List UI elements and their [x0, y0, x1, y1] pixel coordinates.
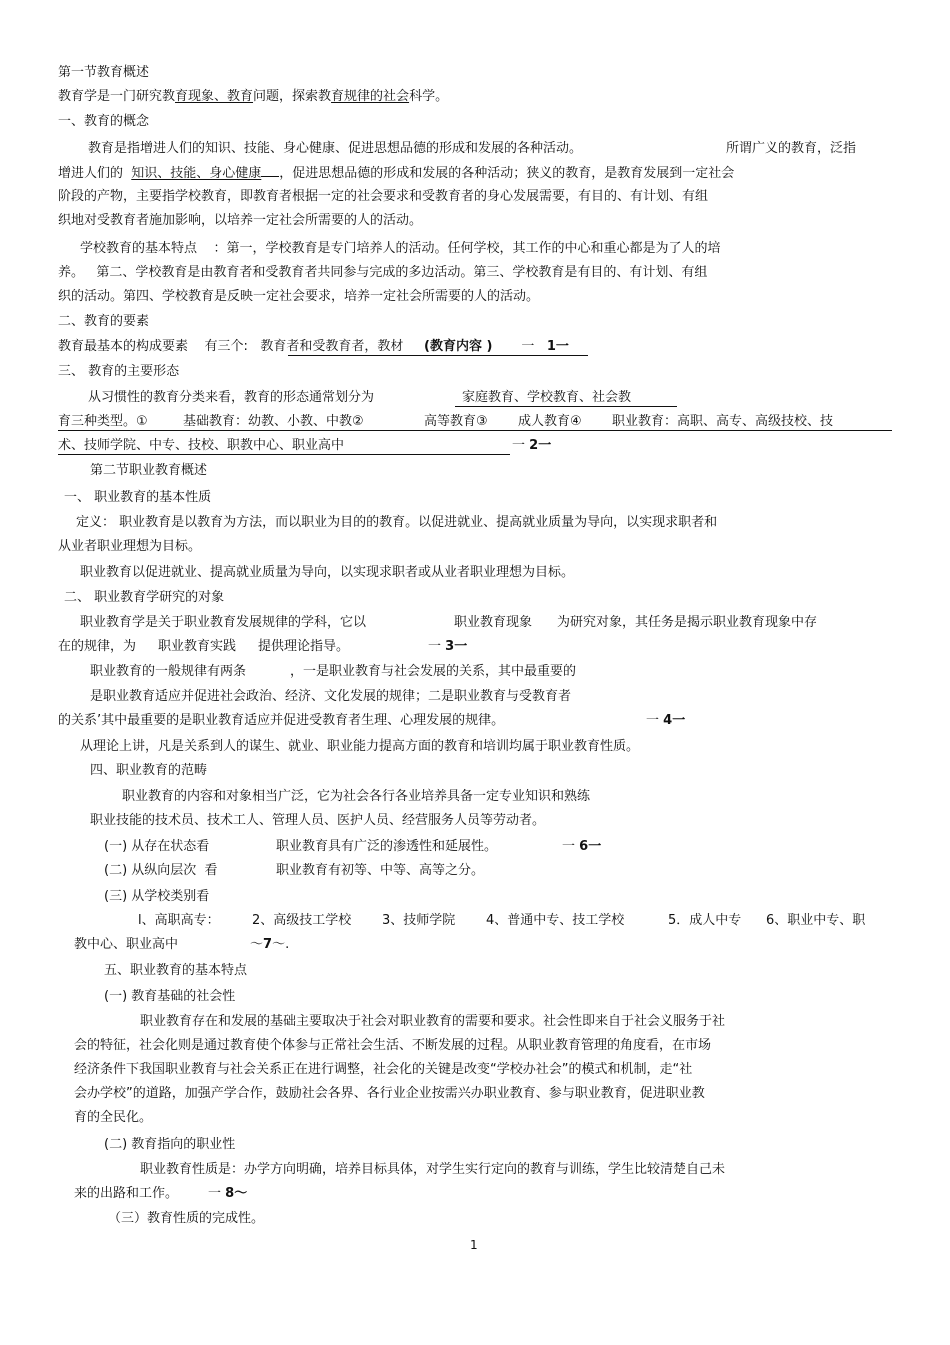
- page-number: 1: [470, 1238, 478, 1252]
- paragraph-line: 育三种类型。①: [58, 414, 148, 429]
- paragraph-line: 从理论上讲，凡是关系到人的谋生、就业、职业能力提高方面的教育和培训均属于职业教育性质。: [80, 739, 640, 754]
- paragraph-line: 一 6一: [562, 839, 602, 854]
- list-item: 4、普通中专、技工学校: [486, 913, 625, 928]
- underline-rule: [455, 406, 677, 407]
- underline-rule: [58, 454, 510, 455]
- paragraph-line: 育的全民化。: [74, 1110, 153, 1125]
- heading: 二、 职业教育学研究的对象: [64, 590, 225, 605]
- heading: 一、 职业教育的基本性质: [64, 490, 212, 505]
- page-marker: 2一: [529, 438, 552, 453]
- paragraph-line: 在的规律，为: [58, 639, 137, 654]
- paragraph-line: 职业教育有初等、中等、高等之分。: [276, 863, 485, 878]
- paragraph-line: 职业教育具有广泛的渗透性和延展性。: [276, 839, 498, 854]
- paragraph-line: 的关系’其中最重要的是职业教育适应并促进受教育者生理、心理发展的规律。: [58, 713, 505, 728]
- list-item: 教中心、职业高中: [74, 937, 179, 952]
- paragraph-line: 来的出路和工作。: [74, 1186, 179, 1201]
- paragraph-line: 定义： 职业教育是以教育为方法，而以职业为目的的教育。以促进就业、提高就业质量为导向，以实现求职者和: [76, 515, 718, 530]
- paragraph-line: 职业教育以促进就业、提高就业质量为导向，以实现求职者或从业者职业理想为目标。: [80, 565, 575, 580]
- intro-paragraph: 教育学是一门研究教育现象、教育问题，探索教育规律的社会科学。: [58, 89, 449, 104]
- list-item: 2、高级技工学校: [252, 913, 352, 928]
- paragraph-line: 织的活动。第四、学校教育是反映一定社会要求，培养一定社会所需要的人的活动。: [58, 289, 540, 304]
- heading: 四、职业教育的范畴: [90, 763, 208, 778]
- list-item: 6、职业中专、职: [766, 913, 866, 928]
- list-item: l、高职高专：: [138, 913, 220, 928]
- sub-heading: (二) 教育指向的职业性: [104, 1137, 236, 1152]
- section-title: 第二节职业教育概述: [90, 463, 208, 478]
- page-marker: 1一: [546, 339, 569, 354]
- heading: 五、职业教育的基本特点: [104, 963, 248, 978]
- sub-heading: （三）教育性质的完成性。: [108, 1211, 265, 1226]
- sub-heading: (二) 从纵向层次 看: [104, 863, 218, 878]
- page-marker: 3一: [445, 639, 468, 654]
- heading: 一、教育的概念: [58, 114, 150, 129]
- paragraph-line: 一 2一: [512, 438, 552, 453]
- paragraph-line: 教育最基本的构成要素 有三个: 教育者和受教育者，教材 (教育内容 ) 一 1一: [58, 339, 569, 354]
- page-marker: 8～: [225, 1186, 248, 1201]
- paragraph-line: 职业教育实践: [158, 639, 237, 654]
- paragraph-line: ，一是职业教育与社会发展的关系，其中最重要的: [290, 664, 577, 679]
- paragraph-line: 一 4一: [646, 713, 686, 728]
- paragraph-line: 学校教育的基本特点 ：第一，学校教育是专门培养人的活动。任何学校，其工作的中心和重心都是为了人的培: [80, 241, 721, 256]
- heading: 二、教育的要素: [58, 314, 150, 329]
- paragraph-line: 提供理论指导。: [258, 639, 350, 654]
- paragraph-line: 是职业教育适应并促进社会政治、经济、文化发展的规律；二是职业教育与受教育者: [90, 689, 572, 704]
- paragraph-line: 从业者职业理想为目标。: [58, 539, 202, 554]
- paragraph-line: 职业教育存在和发展的基础主要取决于社会对职业教育的需要和要求。社会性即来自于社会义服务于社: [140, 1014, 726, 1029]
- paragraph-line: 职业教育性质是：办学方向明确，培养目标具体，对学生实行定向的教育与训练，学生比较清楚自己未: [140, 1162, 726, 1177]
- paragraph-line: 会办学校”的道路，加强产学合作，鼓励社会各界、各行业企业按需兴办职业教育、参与职业教育，促进职业教: [74, 1086, 705, 1101]
- paragraph-line: 术、技师学院、中专、技校、职教中心、职业高中: [58, 438, 345, 453]
- list-item: 3、技师学院: [382, 913, 456, 928]
- paragraph-line: 职业教育：高职、高专、高级技校、技: [612, 414, 834, 429]
- sub-heading: (一) 教育基础的社会性: [104, 989, 236, 1004]
- page-marker: 6一: [579, 839, 602, 854]
- paragraph-line: 职业教育现象: [454, 615, 533, 630]
- sub-heading: (一) 从存在状态看: [104, 839, 210, 854]
- paragraph-line: 一 8～: [208, 1186, 248, 1201]
- paragraph-line: 一 3一: [428, 639, 468, 654]
- heading: 三、 教育的主要形态: [58, 364, 180, 379]
- paragraph-line: 职业技能的技术员、技术工人、管理人员、医护人员、经营服务人员等劳动者。: [90, 813, 546, 828]
- paragraph-line: 家庭教育、学校教育、社会教: [462, 390, 632, 405]
- page-marker: ～7～.: [250, 937, 290, 952]
- paragraph-line: 教育是指增进人们的知识、技能、身心健康、促进思想品德的形成和发展的各种活动。: [88, 141, 583, 156]
- paragraph-line: 所谓广义的教育，泛指: [726, 141, 857, 156]
- paragraph-line: 养。 第二、学校教育是由教育者和受教育者共同参与完成的多边活动。第三、学校教育是有目的、有计划、有组: [58, 265, 708, 280]
- paragraph-line: 职业教育的一般规律有两条: [90, 664, 247, 679]
- paragraph-line: 成人教育④: [518, 414, 582, 429]
- paragraph-line: 从习惯性的教育分类来看，教育的形态通常划分为: [88, 390, 375, 405]
- paragraph-line: 为研究对象，其任务是揭示职业教育现象中存: [557, 615, 818, 630]
- paragraph-line: 职业教育的内容和对象相当广泛，它为社会各行各业培养具备一定专业知识和熟练: [122, 789, 591, 804]
- paragraph-line: 阶段的产物，主要指学校教育，即教育者根据一定的社会要求和受教育者的身心发展需要，有目的、有计划、有组: [58, 189, 709, 204]
- page-marker: 4一: [663, 713, 686, 728]
- paragraph-line: 职业教育学是关于职业教育发展规律的学科，它以: [80, 615, 367, 630]
- paragraph-line: 高等教育③: [424, 414, 488, 429]
- sub-heading: (三) 从学校类别看: [104, 889, 210, 904]
- paragraph-line: 会的特征，社会化则是通过教育使个体参与正常社会生活、不断发展的过程。从职业教育管理的角度看，在市场: [74, 1038, 712, 1053]
- paragraph-line: 增进人们的 知识、技能、身心健康 ，促进思想品德的形成和发展的各种活动；狭义的教育，是教育发展到一定社会: [58, 166, 735, 181]
- underline-rule: [288, 355, 588, 356]
- paragraph-line: 基础教育：幼教、小教、中教②: [183, 414, 364, 429]
- list-item: 5．成人中专: [668, 913, 742, 928]
- paragraph-line: 织地对受教育者施加影响，以培养一定社会所需要的人的活动。: [58, 213, 423, 228]
- underline-rule: [58, 430, 892, 431]
- section-title: 第一节教育概述: [58, 65, 150, 80]
- paragraph-line: 经济条件下我国职业教育与社会关系正在进行调整，社会化的关键是改变“学校办社会”的模式和机制，走“社: [74, 1062, 693, 1077]
